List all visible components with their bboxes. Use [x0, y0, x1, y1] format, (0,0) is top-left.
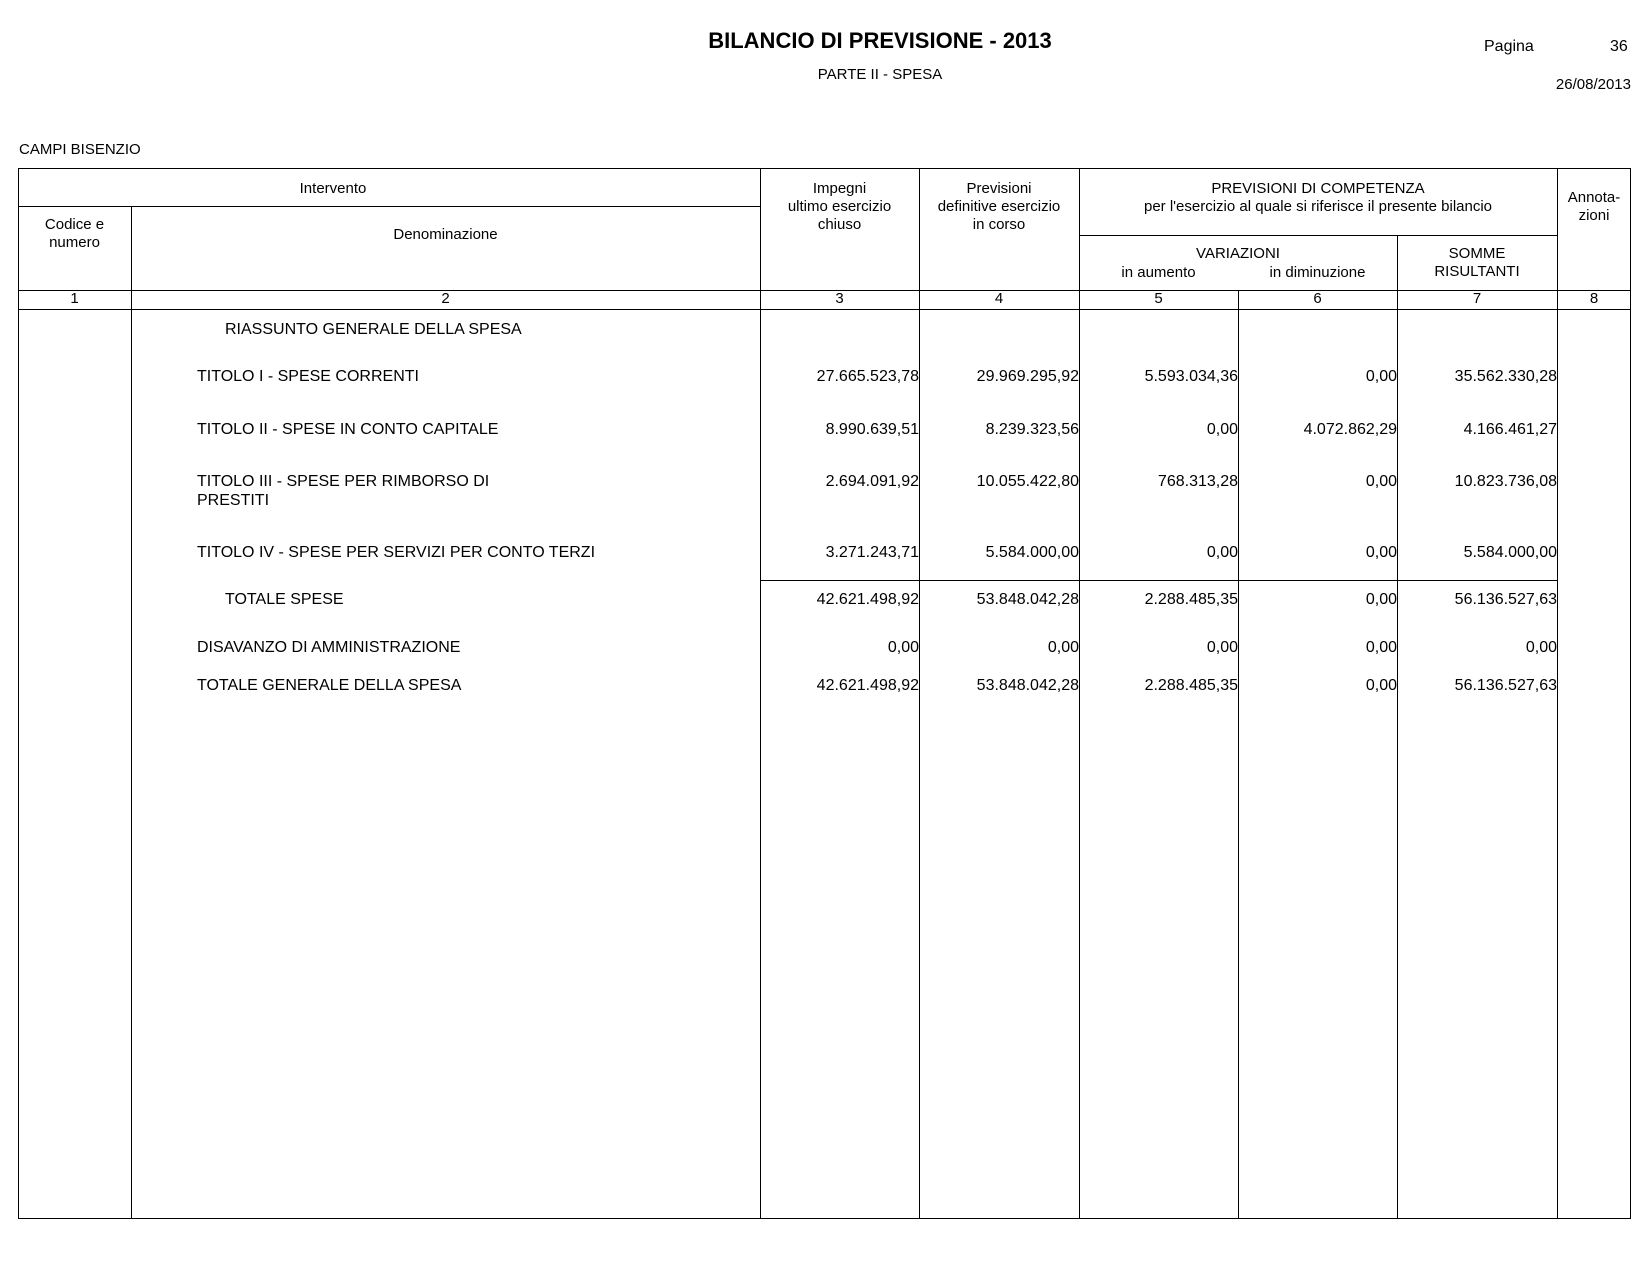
column-number: 5 — [1154, 290, 1163, 307]
value-somme: 56.136.527,63 — [1454, 591, 1557, 608]
header-previsioni-line2: definitive esercizio — [937, 198, 1061, 215]
header-previsioni-line1: Previsioni — [966, 180, 1032, 197]
value-previsioni: 53.848.042,28 — [976, 677, 1079, 694]
table-divider — [131, 206, 132, 1219]
value-impegni: 42.621.498,92 — [816, 591, 919, 608]
value-previsioni: 5.584.000,00 — [985, 544, 1079, 561]
header-somme — [1397, 245, 1557, 281]
value-somme: 35.562.330,28 — [1454, 368, 1557, 385]
value-in-diminuzione: 0,00 — [1365, 591, 1397, 608]
table-divider — [18, 309, 1631, 310]
value-in-diminuzione: 0,00 — [1365, 544, 1397, 561]
header-previsioni-line3: in corso — [972, 216, 1026, 233]
value-previsioni: 10.055.422,80 — [976, 473, 1079, 490]
value-in-aumento: 0,00 — [1206, 421, 1238, 438]
column-number: 2 — [441, 290, 450, 307]
row-description: TITOLO III - SPESE PER RIMBORSO DI PRESTITI — [197, 473, 490, 509]
header-competenza-line1: PREVISIONI DI COMPETENZA — [1211, 180, 1425, 197]
header-impegni-line1: Impegni — [812, 180, 867, 197]
value-in-aumento: 0,00 — [1206, 544, 1238, 561]
value-somme: 5.584.000,00 — [1463, 544, 1557, 561]
header-annotazioni — [1557, 189, 1631, 225]
row-description: TOTALE GENERALE DELLA SPESA — [197, 677, 462, 694]
value-in-diminuzione: 0,00 — [1365, 639, 1397, 656]
row-description: DISAVANZO DI AMMINISTRAZIONE — [197, 639, 461, 656]
value-in-diminuzione: 0,00 — [1365, 368, 1397, 385]
header-somme-line1: SOMME — [1448, 245, 1506, 262]
header-previsioni — [919, 180, 1079, 234]
document-subtitle: PARTE II - SPESA — [817, 66, 943, 83]
header-somme-line2: RISULTANTI — [1434, 263, 1520, 280]
header-variazioni: VARIAZIONI — [1196, 245, 1280, 262]
column-number: 3 — [835, 290, 844, 307]
row-description: TITOLO IV - SPESE PER SERVIZI PER CONTO TERZI — [197, 544, 596, 561]
header-competenza — [1079, 180, 1557, 216]
column-number: 4 — [994, 290, 1004, 307]
column-number: 6 — [1313, 290, 1322, 307]
header-denominazione: Denominazione — [393, 226, 498, 243]
entity-name: CAMPI BISENZIO — [19, 141, 141, 158]
header-impegni-line3: chiuso — [817, 216, 862, 233]
table-divider — [1557, 168, 1558, 1219]
document-title: BILANCIO DI PREVISIONE - 2013 — [708, 28, 1052, 53]
value-somme: 10.823.736,08 — [1454, 473, 1557, 490]
value-in-diminuzione: 0,00 — [1365, 473, 1397, 490]
value-impegni: 2.694.091,92 — [825, 473, 919, 490]
value-in-diminuzione: 4.072.862,29 — [1303, 421, 1397, 438]
column-number: 7 — [1472, 290, 1482, 307]
value-previsioni: 29.969.295,92 — [976, 368, 1079, 385]
header-impegni — [760, 180, 919, 234]
value-somme: 56.136.527,63 — [1454, 677, 1557, 694]
value-impegni: 8.990.639,51 — [825, 421, 919, 438]
value-previsioni: 53.848.042,28 — [976, 591, 1079, 608]
header-intervento: Intervento — [299, 180, 367, 197]
value-somme: 0,00 — [1525, 639, 1557, 656]
header-impegni-line2: ultimo esercizio — [787, 198, 892, 215]
row-description: TITOLO II - SPESE IN CONTO CAPITALE — [197, 421, 499, 438]
value-previsioni: 8.239.323,56 — [985, 421, 1079, 438]
column-number: 1 — [70, 290, 79, 307]
value-somme: 4.166.461,27 — [1463, 421, 1557, 438]
header-competenza-line2: per l'esercizio al quale si riferisce il presente bilancio — [1143, 198, 1493, 215]
value-previsioni: 0,00 — [1047, 639, 1079, 656]
header-in-aumento: in aumento — [1121, 264, 1196, 281]
value-in-aumento: 5.593.034,36 — [1144, 368, 1238, 385]
page-label: Pagina — [1484, 38, 1534, 55]
header-codice — [18, 216, 131, 252]
value-in-aumento: 768.313,28 — [1157, 473, 1238, 490]
value-impegni: 42.621.498,92 — [816, 677, 919, 694]
total-line — [760, 580, 1558, 581]
value-impegni: 0,00 — [887, 639, 919, 656]
page-number: 36 — [1610, 38, 1628, 55]
value-in-aumento: 0,00 — [1206, 639, 1238, 656]
table-divider — [18, 206, 760, 207]
header-codice-line1: Codice e — [44, 216, 105, 233]
header-annotazioni-line1: Annota- — [1567, 189, 1621, 206]
row-description: TOTALE SPESE — [225, 591, 344, 608]
section-heading: RIASSUNTO GENERALE DELLA SPESA — [225, 321, 522, 338]
print-date: 26/08/2013 — [1555, 76, 1631, 93]
value-in-diminuzione: 0,00 — [1365, 677, 1397, 694]
table-divider — [1080, 235, 1558, 236]
header-in-diminuzione: in diminuzione — [1269, 264, 1366, 281]
row-description: TITOLO I - SPESE CORRENTI — [197, 368, 419, 385]
header-annotazioni-line2: zioni — [1578, 207, 1610, 224]
value-in-aumento: 2.288.485,35 — [1144, 591, 1238, 608]
header-codice-line2: numero — [49, 234, 100, 251]
column-number: 8 — [1589, 290, 1599, 307]
value-impegni: 27.665.523,78 — [816, 368, 919, 385]
value-impegni: 3.271.243,71 — [825, 544, 919, 561]
value-in-aumento: 2.288.485,35 — [1144, 677, 1238, 694]
